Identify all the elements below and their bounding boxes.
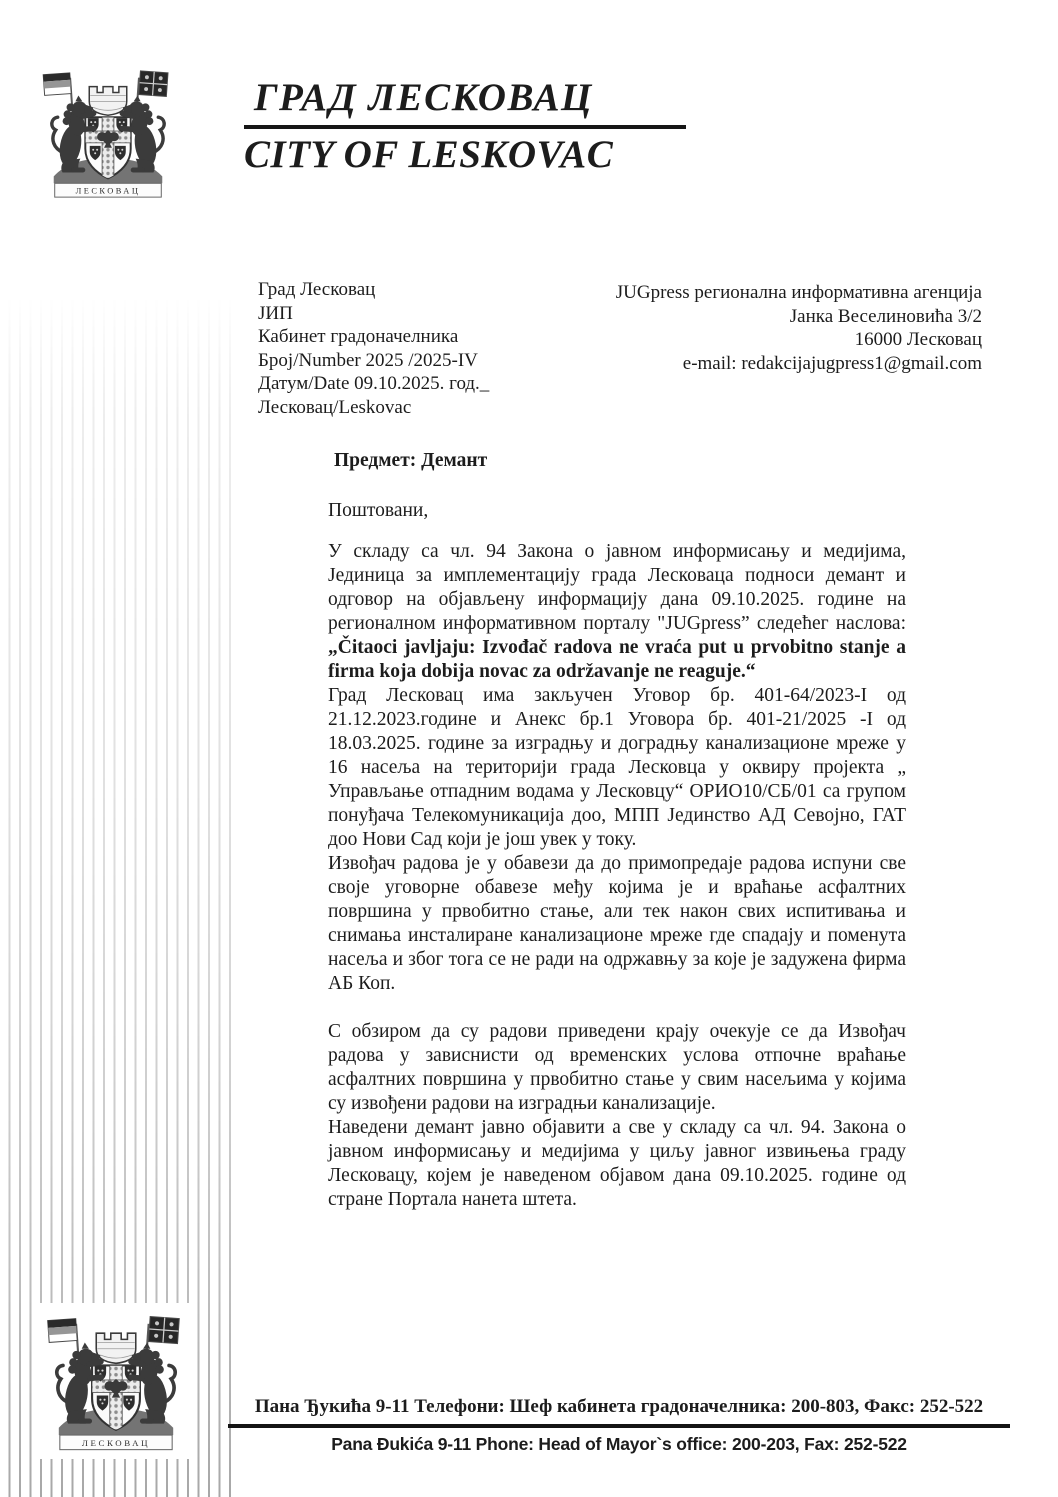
sender-block xyxy=(258,278,489,419)
recipient-city: 16000 Лесковац xyxy=(854,329,982,350)
letterhead-title-latin: CITY OF LESKOVAC xyxy=(244,133,614,176)
sender-number: Број/Number 2025 /2025-IV xyxy=(258,349,478,371)
recipient-name: JUGpress регионална информативна агенција xyxy=(615,282,982,303)
coat-of-arms-bottom xyxy=(38,1303,194,1459)
paragraph-4: С обзиром да су радови приведени крају очекује се да Извођач радова у зависнисти од временских услова отпочне враћање асфалтних површина у првобитно стање у свим насељима у којима су извођени радови на изградњи канализације. xyxy=(328,1021,906,1114)
footer-address-cyrillic: Пана Ђукића 9-11 Телефони: Шеф кабинета градоначелника: 200-803, Факс: 252-522 xyxy=(254,1396,984,1417)
sender-date: Датум/Date 09.10.2025. год._ xyxy=(258,373,490,394)
coat-of-arms-top xyxy=(33,58,183,206)
subject-line: Предмет: Демант xyxy=(334,450,488,471)
paragraph-5: Наведени демант јавно објавити а све у складу са чл. 94. Закона о јавном информисању и медијима у циљу јавног извињења граду Лесковацу, којем је наведеном објавом дана 09.10.2025. године од стране Портала нанета штета. xyxy=(328,1117,906,1210)
footer-address-latin: Pana Đukića 9-11 Phone: Head of Mayor`s office: 200-203, Fax: 252-522 xyxy=(331,1434,907,1454)
recipient-block xyxy=(616,281,982,375)
sender-office: Кабинет градоначелника xyxy=(258,326,459,347)
paragraph-1-quoted-headline: „Čitaoci javljaju: Izvođač radova ne vraća put u prvobitno stanje a firma koja dobija novac za održavanje ne reaguje.“ xyxy=(328,637,906,682)
greeting-line: Поштовани, xyxy=(328,500,429,521)
sender-unit: ЈИП xyxy=(258,302,293,324)
sender-organization: Град Лесковац xyxy=(258,279,376,300)
letterhead xyxy=(244,76,686,178)
paragraph-1-text: У складу са чл. 94 Закона о јавном информисању и медијима, Јединица за имплементацију града Лесковаца подноси демант и одговор на објављену информацију дана 09.10.2025. године на регионалном информативном порталу "JUGpress” следећег наслова: xyxy=(328,541,906,634)
sender-city: Лесковац/Leskovac xyxy=(258,396,412,418)
paragraph-1 xyxy=(328,540,906,684)
paragraph-3: Извођач радова је у обавези да до примопредаје радова испуни све своје уговорне обавезе међу којима је и враћање асфалтних површина у првобитно стање, али тек након свих испитивања и снимања инсталиране канализационе мреже где спадају и поменута насеља и због тога се не ради на одржавњу за које је задужена фирма АБ Коп. xyxy=(328,853,906,994)
letter-body xyxy=(328,540,906,1212)
footer-divider xyxy=(228,1424,1010,1428)
recipient-email: e-mail: redakcijajugpress1@gmail.com xyxy=(682,352,982,374)
paragraph-2: Град Лесковац има закључен Уговор бр. 401-64/2023-I од 21.12.2023.године и Анекс бр.1 Уговора бр. 401-21/2025 -I од 18.03.2025. године за изградњу и доградњу канализационе мреже у 16 насеља на територији града Лесковца у оквиру пројекта „ Управљање отпадним водама у Лесковцу“ ОРИО10/СБ/01 са групом понуђача Телекомуникација доо, МПП Јединство АД Севојно, ГАТ доо Нови Сад који је још увек у току. xyxy=(328,685,906,850)
letterhead-title-cyrillic: ГРАД ЛЕСКОВАЦ xyxy=(244,76,686,129)
letter-footer xyxy=(228,1396,1010,1455)
recipient-street: Јанка Веселиновића 3/2 xyxy=(789,305,982,327)
